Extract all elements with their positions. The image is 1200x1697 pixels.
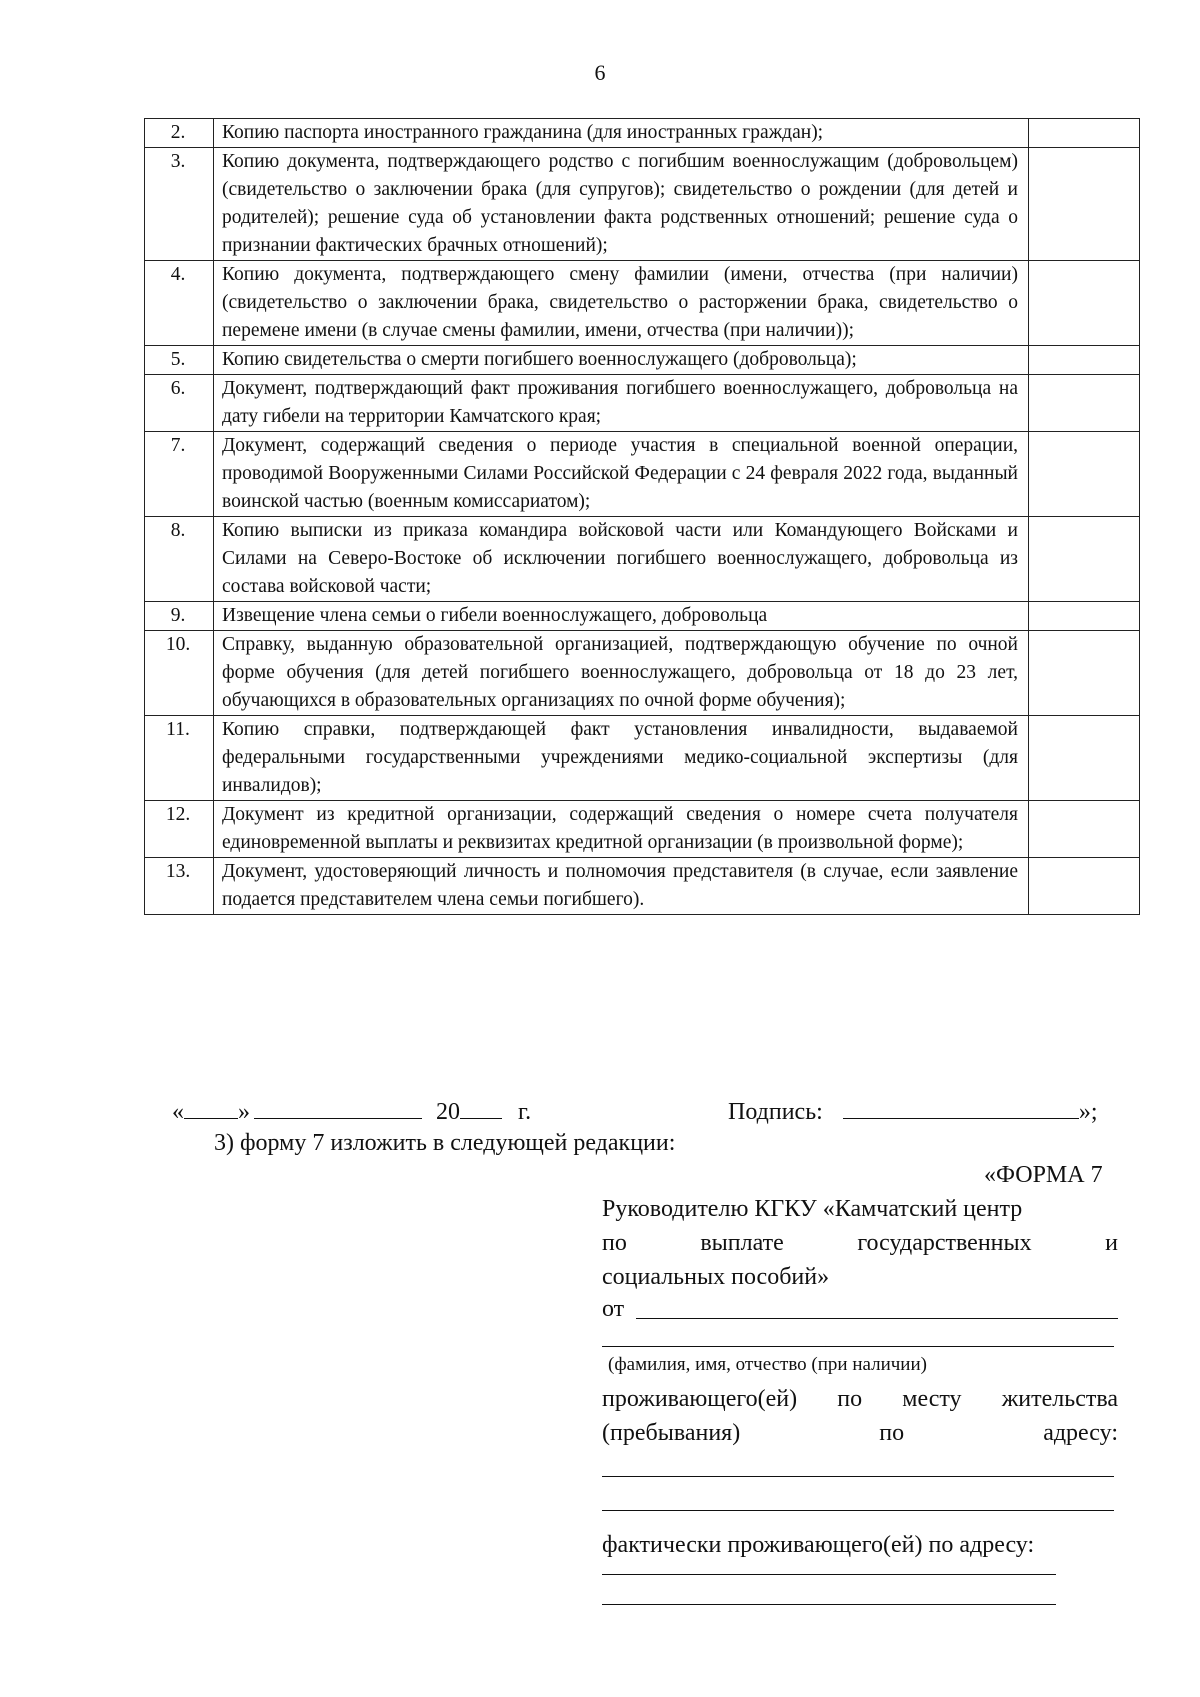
table-row xyxy=(145,346,1140,375)
table-row xyxy=(145,148,1140,261)
table-row xyxy=(145,716,1140,801)
table-row xyxy=(145,375,1140,432)
from-label: от xyxy=(602,1296,625,1322)
mark-cell[interactable] xyxy=(1029,432,1140,517)
mark-cell[interactable] xyxy=(1029,858,1140,915)
instruction-text: 3) форму 7 изложить в следующей редакции: xyxy=(214,1130,676,1156)
document-description: Копию документа, подтверждающего смену фамилии (имени, отчества (при наличии) (свидетельство о заключении брака, свидетельство о расторжении брака, свидетельство о перемене имени (в случае смены фамилии, имени, отчества (при наличии)); xyxy=(214,261,1029,346)
documents-table xyxy=(144,118,1140,915)
name-second-line[interactable] xyxy=(602,1346,1114,1347)
actual-address-field-2[interactable] xyxy=(602,1604,1056,1605)
name-caption: (фамилия, имя, отчество (при наличии) xyxy=(608,1354,927,1375)
table-row xyxy=(145,261,1140,346)
page-number: 6 xyxy=(594,60,606,85)
year-suffix: г. xyxy=(518,1099,532,1125)
actual-address-field-1[interactable] xyxy=(602,1574,1056,1575)
mark-cell[interactable] xyxy=(1029,517,1140,602)
addressee-line-3: социальных пособий» xyxy=(602,1264,830,1290)
actual-address-label: фактически проживающего(ей) по адресу: xyxy=(602,1532,1035,1558)
row-number: 8. xyxy=(145,517,214,602)
table-row xyxy=(145,432,1140,517)
residence-line-2: (пребывания) по адресу: xyxy=(602,1420,1118,1446)
signature-end: »; xyxy=(1078,1099,1098,1125)
row-number: 10. xyxy=(145,631,214,716)
table-row xyxy=(145,602,1140,631)
mark-cell[interactable] xyxy=(1029,716,1140,801)
mark-cell[interactable] xyxy=(1029,346,1140,375)
from-name-field[interactable] xyxy=(636,1318,1118,1319)
year-prefix: 20 xyxy=(436,1099,460,1125)
row-number: 6. xyxy=(145,375,214,432)
residence-line-1: проживающего(ей) по месту жительства xyxy=(602,1386,1118,1412)
mark-cell[interactable] xyxy=(1029,119,1140,148)
row-number: 7. xyxy=(145,432,214,517)
document-description: Копию паспорта иностранного гражданина (для иностранных граждан); xyxy=(214,119,1029,148)
row-number: 12. xyxy=(145,801,214,858)
table-row xyxy=(145,631,1140,716)
month-blank[interactable] xyxy=(254,1098,422,1119)
signature-blank[interactable] xyxy=(843,1098,1079,1119)
row-number: 3. xyxy=(145,148,214,261)
row-number: 9. xyxy=(145,602,214,631)
addressee-block xyxy=(602,1192,1118,1294)
mark-cell[interactable] xyxy=(1029,148,1140,261)
row-number: 4. xyxy=(145,261,214,346)
residence-address-field-1[interactable] xyxy=(602,1476,1114,1477)
form7-title: «ФОРМА 7 xyxy=(984,1162,1103,1188)
residence-address-field-2[interactable] xyxy=(602,1510,1114,1511)
document-description: Копию свидетельства о смерти погибшего военнослужащего (добровольца); xyxy=(214,346,1029,375)
row-number: 13. xyxy=(145,858,214,915)
row-number: 5. xyxy=(145,346,214,375)
document-description: Документ, подтверждающий факт проживания погибшего военнослужащего, добровольца на дату гибели на территории Камчатского края; xyxy=(214,375,1029,432)
document-description: Документ, удостоверяющий личность и полномочия представителя (в случае, если заявление подается представителем члена семьи погибшего). xyxy=(214,858,1029,915)
document-description: Справку, выданную образовательной организацией, подтверждающую обучение по очной форме обучения (для детей погибшего военнослужащего, добровольца от 18 до 23 лет, обучающихся в образовательных организациях по очной форме обучения); xyxy=(214,631,1029,716)
mark-cell[interactable] xyxy=(1029,631,1140,716)
addressee-line-1: Руководителю КГКУ «Камчатский центр xyxy=(602,1196,1023,1222)
table-row xyxy=(145,517,1140,602)
document-description: Документ из кредитной организации, содержащий сведения о номере счета получателя единовременной выплаты и реквизитах кредитной организации (в произвольной форме); xyxy=(214,801,1029,858)
document-description: Копию справки, подтверждающей факт установления инвалидности, выдаваемой федеральными государственными учреждениями медико-социальной экспертизы (для инвалидов); xyxy=(214,716,1029,801)
signature-block xyxy=(728,1098,1097,1126)
date-signature-line xyxy=(172,1098,531,1126)
row-number: 11. xyxy=(145,716,214,801)
document-description: Документ, содержащий сведения о периоде участия в специальной военной операции, проводимой Вооруженными Силами Российской Федерации с 24 февраля 2022 года, выданный воинской частью (военным комиссариатом); xyxy=(214,432,1029,517)
residence-block xyxy=(602,1382,1118,1450)
document-description: Копию выписки из приказа командира войсковой части или Командующего Войсками и Силами на Северо-Востоке об исключении погибшего военнослужащего, добровольца из состава войсковой части; xyxy=(214,517,1029,602)
year-blank[interactable] xyxy=(460,1098,502,1119)
day-blank[interactable] xyxy=(184,1098,238,1119)
table-row xyxy=(145,858,1140,915)
addressee-line-2: по выплате государственных и xyxy=(602,1230,1118,1256)
row-number: 2. xyxy=(145,119,214,148)
mark-cell[interactable] xyxy=(1029,375,1140,432)
mark-cell[interactable] xyxy=(1029,261,1140,346)
mark-cell[interactable] xyxy=(1029,602,1140,631)
document-description: Копию документа, подтверждающего родство с погибшим военнослужащим (добровольцем) (свидетельство о заключении брака (для супругов); свидетельство о рождении (для детей и родителей); решение суда об установлении факта родственных отношений; решение суда о признании фактических брачных отношений); xyxy=(214,148,1029,261)
document-description: Извещение члена семьи о гибели военнослужащего, добровольца xyxy=(214,602,1029,631)
mark-cell[interactable] xyxy=(1029,801,1140,858)
table-row xyxy=(145,119,1140,148)
table-row xyxy=(145,801,1140,858)
signature-label: Подпись: xyxy=(728,1099,823,1125)
open-quote: « xyxy=(172,1099,184,1125)
close-quote: » xyxy=(238,1099,250,1125)
